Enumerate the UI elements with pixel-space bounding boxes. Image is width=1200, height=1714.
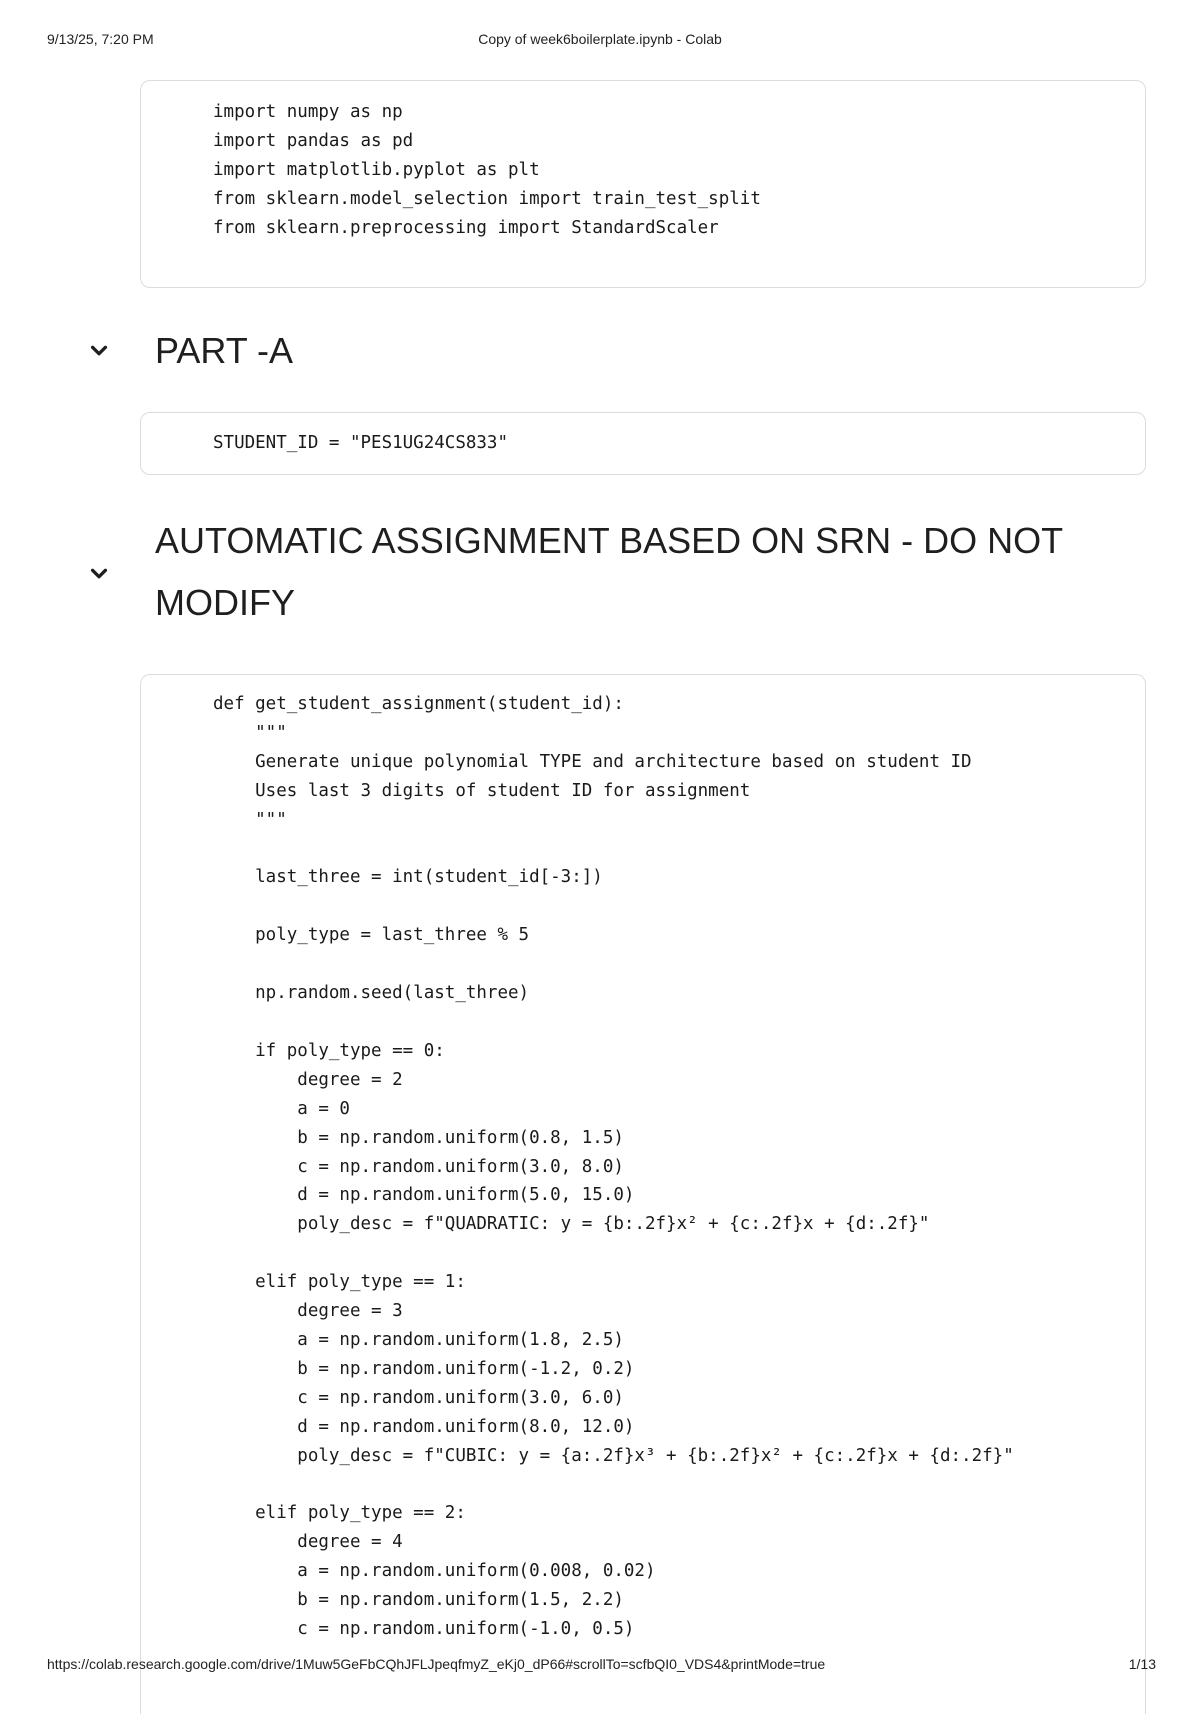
section-heading: AUTOMATIC ASSIGNMENT BASED ON SRN - DO NOT MODIFY bbox=[155, 520, 1063, 623]
document-title: Copy of week6boilerplate.ipynb - Colab bbox=[478, 31, 722, 47]
chevron-down-icon[interactable] bbox=[88, 340, 110, 362]
code-cell-assignment[interactable] bbox=[140, 674, 1146, 1714]
print-footer bbox=[0, 1656, 1200, 1676]
chevron-down-icon[interactable] bbox=[88, 563, 110, 585]
print-header bbox=[0, 31, 1200, 51]
code-imports[interactable]: import numpy as np import pandas as pd import matplotlib.pyplot as plt from sklearn.model_selection import train_test_split from sklearn.preprocessing import StandardScaler bbox=[213, 102, 761, 238]
page-number: 1/13 bbox=[1128, 1656, 1156, 1672]
page-url: https://colab.research.google.com/drive/1Muw5GeFbCQhJFLJpeqfmyZ_eKj0_dP66#scrollTo=scfbQI0_VDS4&printMode=true bbox=[47, 1656, 826, 1672]
print-datetime: 9/13/25, 7:20 PM bbox=[47, 31, 154, 47]
section-part-a bbox=[0, 320, 1200, 382]
section-automatic-assignment bbox=[0, 510, 1200, 640]
code-cell-imports[interactable] bbox=[140, 80, 1146, 288]
code-assignment[interactable]: def get_student_assignment(student_id): """ Generate unique polynomial TYPE and architecture based on student ID Uses last 3 digits of student ID for assignment """ last_three = int(student_id[-3:]) poly_type = last_three % 5 np.random.seed(last_three) if poly_type == 0: degree = 2 a = 0 b = np.random.uniform(0.8, 1.5) c = np.random.uniform(3.0, 8.0) d = np.random.uniform(5.0, 15.0) poly_desc = f"QUADRATIC: y = {b:.2f}x² + {c:.2f}x + {d:.2f}" elif poly_type == 1: degree = 3 a = np.random.uniform(1.8, 2.5) b = np.random.uniform(-1.2, 0.2) c = np.random.uniform(3.0, 6.0) d = np.random.uniform(8.0, 12.0) poly_desc = f"CUBIC: y = {a:.2f}x³ + {b:.2f}x² + {c:.2f}x + {d:.2f}" elif poly_type == 2: degree = 4 a = np.random.uniform(0.008, 0.02) b = np.random.uniform(1.5, 2.2) c = np.random.uniform(-1.0, 0.5) bbox=[213, 694, 1014, 1639]
code-student-id[interactable]: STUDENT_ID = "PES1UG24CS833" bbox=[213, 433, 509, 453]
section-heading: PART -A bbox=[155, 330, 294, 371]
code-cell-student-id[interactable] bbox=[140, 412, 1146, 475]
